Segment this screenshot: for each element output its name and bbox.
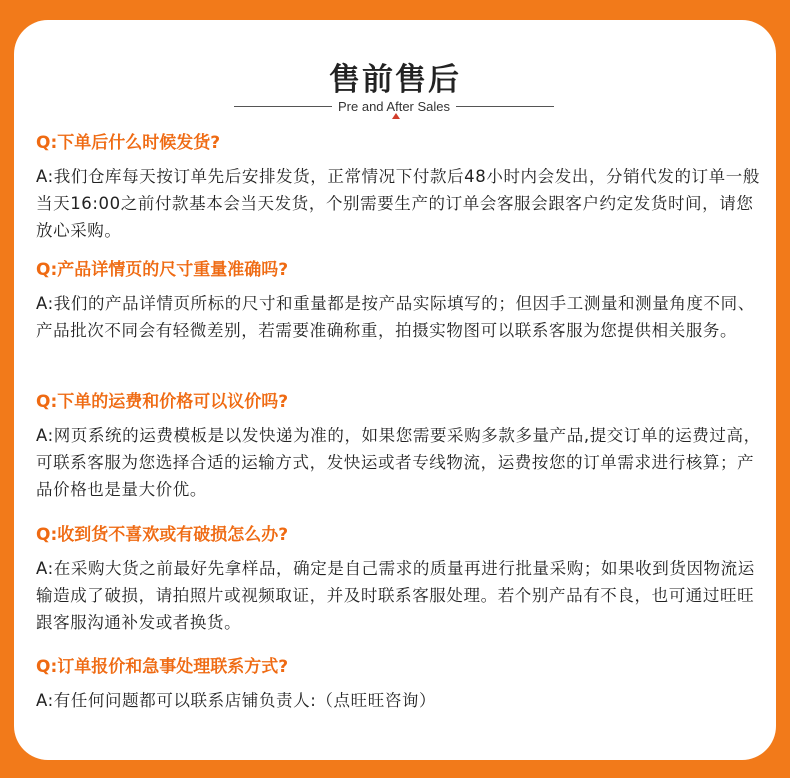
faq-question: Q:下单后什么时候发货? <box>36 133 221 153</box>
page-title: 售前售后 <box>329 62 461 98</box>
faq-answer: A:网页系统的运费模板是以发快递为准的，如果您需要采购多款多量产品,提交订单的运费过高，可联系客服为您选择合适的运输方式，发快运或者专线物流，运费按您的订单需求进行核算；产品价格也是量大价优。 <box>36 426 761 499</box>
faq-answer: A:我们仓库每天按订单先后安排发货，正常情况下付款后48小时内会发出，分销代发的订单一般当天16:00之前付款基本会当天发货，个别需要生产的订单会客服会跟客户约定发货时间，请您放心采购。 <box>36 167 760 240</box>
faq-answer: A:我们的产品详情页所标的尺寸和重量都是按产品实际填写的；但因手工测量和测量角度不同、产品批次不同会有轻微差别，若需要准确称重，拍摄实物图可以联系客服为您提供相关服务。 <box>36 294 755 340</box>
faq-answer: A:在采购大货之前最好先拿样品，确定是自己需求的质量再进行批量采购；如果收到货因物流运输造成了破损，请拍照片或视频取证，并及时联系客服处理。若个别产品有不良，也可通过旺旺跟客服沟通补发或者换货。 <box>36 559 755 632</box>
faq-item <box>36 656 766 714</box>
faq-question: Q:收到货不喜欢或有破损怎么办? <box>36 525 289 545</box>
divider-line-left <box>234 106 332 107</box>
page-subtitle: Pre and After Sales <box>338 98 451 114</box>
faq-item <box>36 391 766 503</box>
faq-item <box>36 524 766 636</box>
triangle-marker-icon <box>392 113 400 119</box>
faq-answer: A:有任何问题都可以联系店铺负责人:（点旺旺咨询） <box>36 691 437 710</box>
divider-line-right <box>456 106 554 107</box>
faq-card <box>14 20 776 760</box>
faq-question: Q:产品详情页的尺寸重量准确吗? <box>36 260 289 280</box>
faq-question: Q:订单报价和急事处理联系方式? <box>36 657 289 677</box>
faq-item <box>36 132 766 244</box>
faq-item <box>36 259 766 344</box>
faq-question: Q:下单的运费和价格可以议价吗? <box>36 392 289 412</box>
